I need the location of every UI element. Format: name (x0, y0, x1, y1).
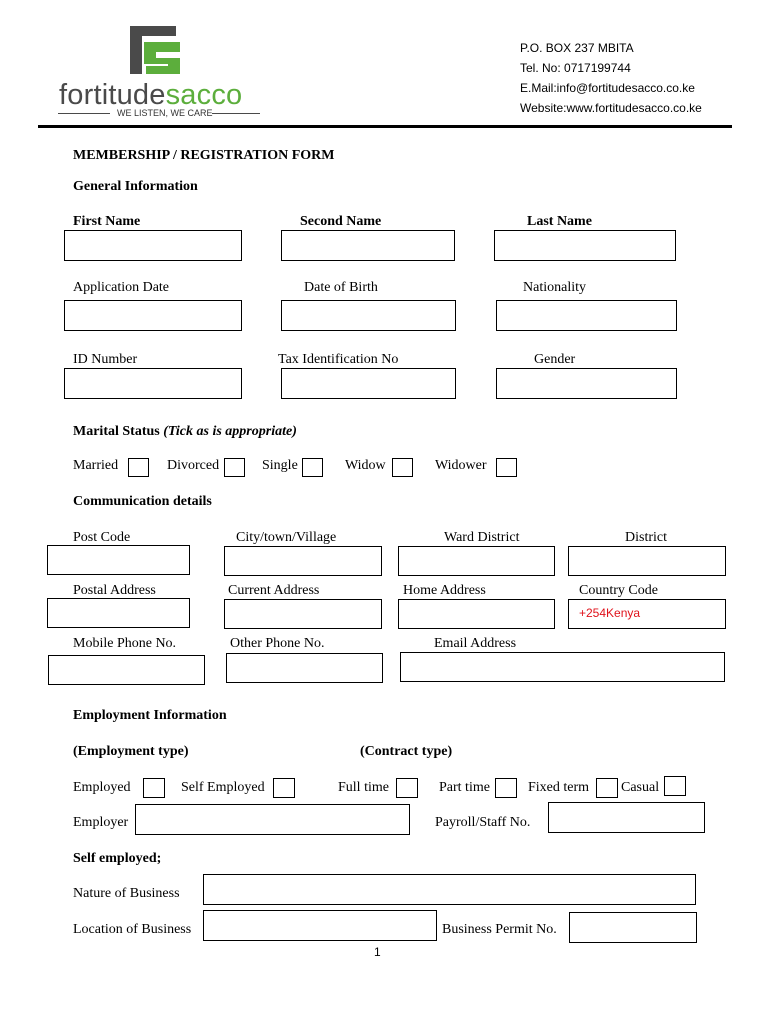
part-time-checkbox[interactable] (495, 778, 517, 798)
tagline-rule-right (212, 113, 260, 114)
fixed-term-label: Fixed term (528, 780, 590, 795)
post-code-field[interactable] (47, 545, 190, 575)
marital-note: (Tick as is appropriate) (163, 424, 297, 439)
current-address-field[interactable] (224, 599, 382, 629)
header-divider (38, 125, 732, 128)
full-time-checkbox[interactable] (396, 778, 418, 798)
employer-field[interactable] (135, 804, 410, 835)
tagline-rule-left (58, 113, 110, 114)
self-employed-label: Self Employed (181, 780, 265, 795)
brand-name: fortitudesacco (59, 79, 243, 111)
widow-label: Widow (345, 458, 386, 473)
payroll-field[interactable] (548, 802, 705, 833)
district-label: District (625, 530, 667, 545)
casual-label: Casual (621, 780, 660, 795)
home-address-label: Home Address (403, 583, 486, 598)
location-of-business-field[interactable] (203, 910, 437, 941)
married-checkbox[interactable] (128, 458, 149, 477)
first-name-label: First Name (73, 214, 141, 229)
gender-label: Gender (534, 352, 576, 367)
city-field[interactable] (224, 546, 382, 576)
id-number-label: ID Number (73, 352, 138, 367)
marital-status-heading: Marital Status (Tick as is appropriate) (73, 424, 297, 439)
gender-field[interactable] (496, 368, 677, 399)
mobile-phone-field[interactable] (48, 655, 205, 685)
casual-checkbox[interactable] (664, 776, 686, 796)
contract-type-heading: (Contract type) (360, 744, 453, 759)
district-field[interactable] (568, 546, 726, 576)
first-name-field[interactable] (64, 230, 242, 261)
email-address-field[interactable] (400, 652, 725, 682)
fixed-term-checkbox[interactable] (596, 778, 618, 798)
location-of-business-label: Location of Business (73, 922, 192, 937)
current-address-label: Current Address (228, 583, 320, 598)
country-code-field[interactable] (568, 599, 726, 629)
email-contact: E.Mail:info@fortitudesacco.co.ke (520, 81, 695, 95)
widow-checkbox[interactable] (392, 458, 413, 477)
id-number-field[interactable] (64, 368, 242, 399)
nationality-label: Nationality (523, 280, 586, 295)
single-label: Single (262, 458, 298, 473)
full-time-label: Full time (338, 780, 389, 795)
employment-type-heading: (Employment type) (73, 744, 189, 759)
brand-tagline: WE LISTEN, WE CARE (117, 108, 213, 118)
payroll-label: Payroll/Staff No. (435, 815, 531, 830)
fortitude-logo-mark (126, 22, 184, 78)
business-permit-field[interactable] (569, 912, 697, 943)
application-date-label: Application Date (73, 280, 170, 295)
country-code-value: +254Kenya (579, 606, 641, 620)
other-phone-label: Other Phone No. (230, 636, 325, 651)
self-employed-checkbox[interactable] (273, 778, 295, 798)
part-time-label: Part time (439, 780, 490, 795)
nationality-field[interactable] (496, 300, 677, 331)
ward-district-field[interactable] (398, 546, 555, 576)
country-code-label: Country Code (579, 583, 658, 598)
last-name-field[interactable] (494, 230, 676, 261)
home-address-field[interactable] (398, 599, 555, 629)
postal-address-label: Postal Address (73, 583, 156, 598)
last-name-label: Last Name (527, 214, 592, 229)
telephone: Tel. No: 0717199744 (520, 61, 631, 75)
city-label: City/town/Village (236, 530, 337, 545)
post-code-label: Post Code (73, 530, 131, 545)
tax-id-label: Tax Identification No (278, 352, 399, 367)
postal-address-field[interactable] (47, 598, 190, 628)
divorced-label: Divorced (167, 458, 220, 473)
married-label: Married (73, 458, 119, 473)
second-name-field[interactable] (281, 230, 455, 261)
self-employed-heading: Self employed; (73, 851, 162, 866)
po-box: P.O. BOX 237 MBITA (520, 41, 634, 55)
date-of-birth-label: Date of Birth (304, 280, 378, 295)
tax-id-field[interactable] (281, 368, 456, 399)
nature-of-business-field[interactable] (203, 874, 696, 905)
employment-heading: Employment Information (73, 708, 227, 723)
widower-checkbox[interactable] (496, 458, 517, 477)
form-title: MEMBERSHIP / REGISTRATION FORM (73, 148, 335, 163)
other-phone-field[interactable] (226, 653, 383, 683)
website-contact: Website:www.fortitudesacco.co.ke (520, 101, 702, 115)
date-of-birth-field[interactable] (281, 300, 456, 331)
nature-of-business-label: Nature of Business (73, 886, 180, 901)
general-info-heading: General Information (73, 179, 198, 194)
mobile-phone-label: Mobile Phone No. (73, 636, 177, 651)
second-name-label: Second Name (300, 214, 382, 229)
employer-label: Employer (73, 815, 129, 830)
widower-label: Widower (435, 458, 487, 473)
ward-district-label: Ward District (444, 530, 520, 545)
email-address-label: Email Address (434, 636, 517, 651)
employed-checkbox[interactable] (143, 778, 165, 798)
communication-heading: Communication details (73, 494, 212, 509)
page-number: 1 (374, 945, 381, 959)
divorced-checkbox[interactable] (224, 458, 245, 477)
employed-label: Employed (73, 780, 131, 795)
business-permit-label: Business Permit No. (442, 922, 557, 937)
single-checkbox[interactable] (302, 458, 323, 477)
application-date-field[interactable] (64, 300, 242, 331)
